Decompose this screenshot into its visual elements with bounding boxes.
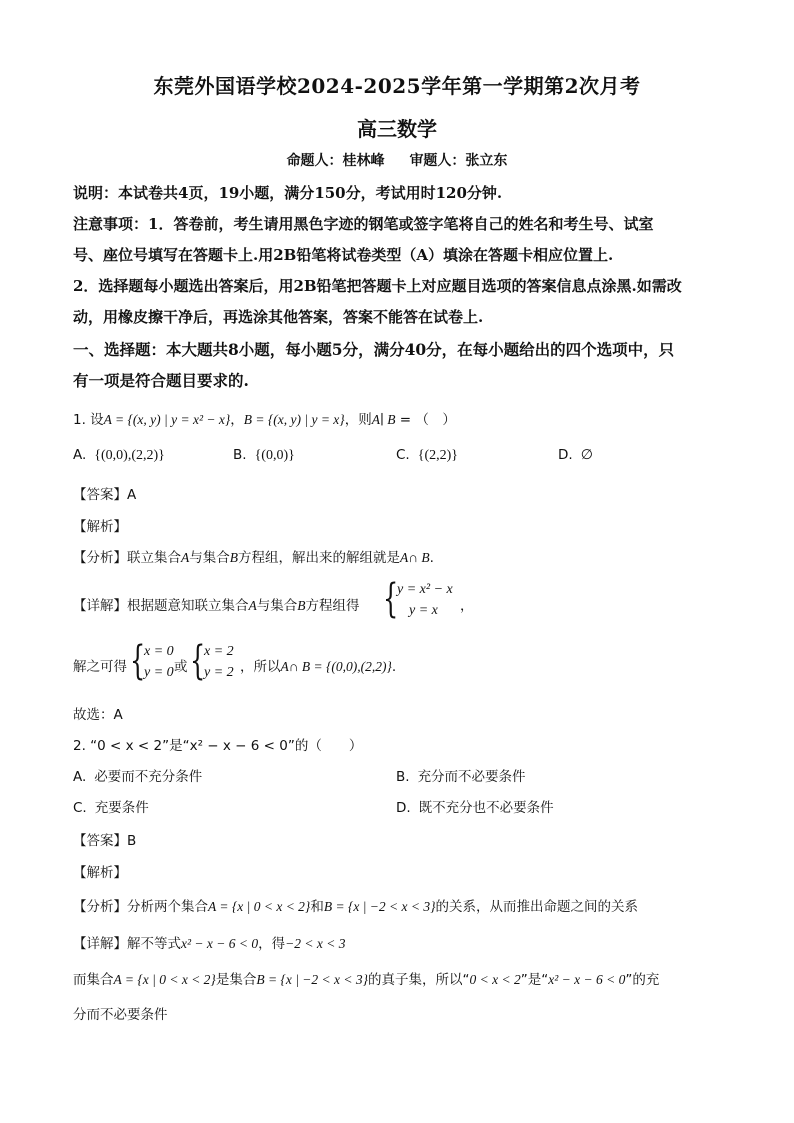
exam-title: 东莞外国语学校2024-2025学年第一学期第2次月考 bbox=[153, 74, 641, 98]
q2-xiangjie: 【详解】解不等式x² − x − 6 < 0，得−2 < x < 3 bbox=[73, 936, 346, 952]
q1-ask-suffix: = （ ） bbox=[395, 412, 456, 428]
instructions-line-1: 说明：本试卷共4页，19小题，满分150分，考试用时120分钟. bbox=[73, 184, 503, 202]
q2-option-b: B. 充分而不必要条件 bbox=[396, 769, 526, 785]
q1-solution-or: 或 bbox=[174, 659, 188, 675]
q1-set-a: A = {(x, y) | y = x² − x} bbox=[103, 412, 231, 427]
instructions-line-2: 注意事项：1．答卷前，考生请用黑色字迹的钢笔或签字笔将自己的姓名和考生号、试室 bbox=[73, 215, 654, 233]
q1-option-c: C. {(2,2)} bbox=[396, 447, 458, 463]
reviewer-label: 审题人：张立东 bbox=[409, 153, 508, 169]
q1-set-b: B = {(x, y) | y = x} bbox=[243, 412, 345, 427]
q1-option-b: B. {(0,0)} bbox=[233, 447, 295, 463]
instructions-line-3: 号、座位号填写在答题卡上.用2B铅笔将试卷类型（A）填涂在答题卡相应位置上. bbox=[73, 246, 614, 264]
q2-answer: 【答案】B bbox=[73, 833, 137, 849]
q2-option-d: D. 既不充分也不必要条件 bbox=[396, 800, 554, 816]
question-1-stem bbox=[73, 408, 724, 428]
setter-label: 命题人：桂林峰 bbox=[286, 153, 385, 169]
q2-answer-value: B bbox=[127, 833, 137, 849]
q2-option-c: C. 充要条件 bbox=[73, 800, 149, 816]
q1-equation-system: { y = x² − x y = x bbox=[383, 576, 453, 622]
q1-answer: 【答案】A bbox=[73, 487, 137, 503]
instructions-line-4: 2．选择题每小题选出答案后，用2B铅笔把答题卡上对应题目选项的答案信息点涂黑.如需改 bbox=[73, 277, 682, 295]
exam-subject: 高三数学 bbox=[357, 117, 437, 141]
section-heading-line-1: 一、选择题：本大题共8小题，每小题5分，满分40分，在每小题给出的四个选项中，只 bbox=[73, 340, 675, 359]
q1-solution-1: { x = 0 y = 0 bbox=[130, 638, 174, 684]
q1-solution-2: { x = 2 y = 2 bbox=[190, 638, 234, 684]
q1-solve-prefix: 解之可得 bbox=[73, 659, 127, 675]
section-heading-line-2: 有一项是符合题目要求的. bbox=[73, 371, 249, 390]
q1-analysis-tag: 【解析】 bbox=[73, 519, 127, 535]
q1-xiangjie: 【详解】根据题意知联立集合A与集合B方程组得 bbox=[73, 598, 360, 614]
q1-sep: ， bbox=[230, 412, 244, 428]
q1-prefix: 1. 设 bbox=[73, 412, 104, 428]
q1-choose: 故选：A bbox=[73, 707, 123, 723]
q1-solution-result: ，所以A∩ B = {(0,0),(2,2)}. bbox=[240, 659, 397, 675]
q1-fenxi: 【分析】联立集合A与集合B方程组，解出来的解组就是A∩ B. bbox=[73, 550, 434, 566]
q2-final-line-2: 分而不必要条件 bbox=[73, 1007, 168, 1023]
q1-option-a: A. {(0,0),(2,2)} bbox=[73, 447, 165, 463]
q2-final: 而集合A = {x | 0 < x < 2}是集合B = {x | −2 < x < 3}的真子集，所以“0 < x < 2”是“x² − x − 6 < 0”的充 bbox=[73, 972, 660, 988]
instructions-line-5: 动，用橡皮擦干净后，再选涂其他答案，答案不能答在试卷上. bbox=[73, 308, 484, 326]
question-2-stem: 2. “0 < x < 2”是“x² − x − 6 < 0”的（ ） bbox=[73, 738, 363, 754]
q1-option-d: D. ∅ bbox=[558, 447, 593, 463]
q1-ask-expr: A∣ B bbox=[371, 412, 396, 427]
exam-authors bbox=[0, 150, 794, 170]
q2-analysis-tag: 【解析】 bbox=[73, 865, 127, 881]
q1-system-end: ， bbox=[460, 598, 474, 614]
q2-option-a: A. 必要而不充分条件 bbox=[73, 769, 203, 785]
q1-answer-value: A bbox=[127, 487, 137, 503]
q2-fenxi: 【分析】分析两个集合A = {x | 0 < x < 2}和B = {x | −2 < x < 3}的关系，从而推出命题之间的关系 bbox=[73, 899, 639, 915]
q1-ask-prefix: ，则 bbox=[344, 412, 372, 428]
